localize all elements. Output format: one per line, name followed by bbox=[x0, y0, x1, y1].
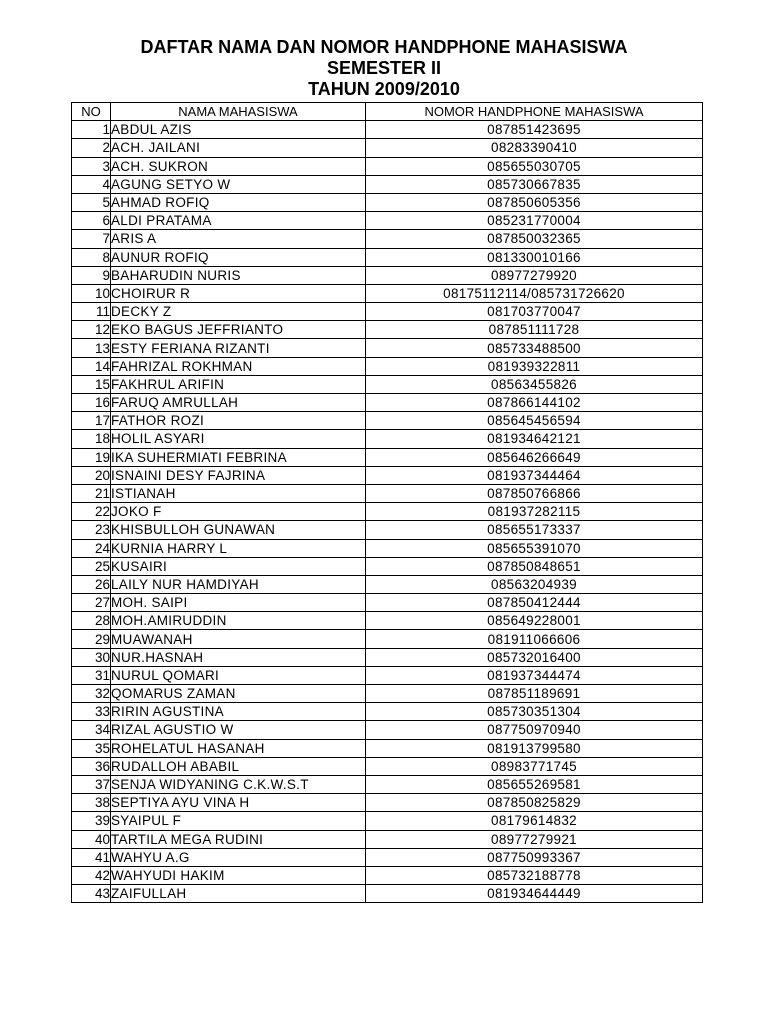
phone-number-cell: 081937344464 bbox=[366, 466, 703, 484]
phone-number-cell: 081937282115 bbox=[366, 503, 703, 521]
title-line-main: DAFTAR NAMA DAN NOMOR HANDPHONE MAHASISWA bbox=[140, 37, 628, 57]
table-row bbox=[72, 375, 703, 393]
row-number-cell: 13 bbox=[72, 339, 111, 357]
header-student-name: NAMA MAHASISWA bbox=[111, 103, 366, 121]
phone-number-cell: 08983771745 bbox=[366, 757, 703, 775]
table-row bbox=[72, 557, 703, 575]
phone-number-cell: 08175112114/085731726620 bbox=[366, 284, 703, 302]
table-row bbox=[72, 430, 703, 448]
phone-number-cell: 085730667835 bbox=[366, 175, 703, 193]
student-name-cell: QOMARUS ZAMAN bbox=[111, 685, 366, 703]
phone-number-cell: 085732188778 bbox=[366, 866, 703, 884]
phone-number-cell: 081911066606 bbox=[366, 630, 703, 648]
row-number-cell: 37 bbox=[72, 775, 111, 793]
row-number-cell: 12 bbox=[72, 321, 111, 339]
row-number-cell: 43 bbox=[72, 885, 111, 903]
row-number-cell: 4 bbox=[72, 175, 111, 193]
student-name-cell: KURNIA HARRY L bbox=[111, 539, 366, 557]
phone-number-cell: 087850032365 bbox=[366, 230, 703, 248]
table-row bbox=[72, 703, 703, 721]
row-number-cell: 1 bbox=[72, 121, 111, 139]
row-number-cell: 18 bbox=[72, 430, 111, 448]
student-name-cell: ABDUL AZIS bbox=[111, 121, 366, 139]
row-number-cell: 5 bbox=[72, 193, 111, 211]
student-name-cell: EKO BAGUS JEFFRIANTO bbox=[111, 321, 366, 339]
row-number-cell: 36 bbox=[72, 757, 111, 775]
phone-number-cell: 085655391070 bbox=[366, 539, 703, 557]
table-row bbox=[72, 757, 703, 775]
table-row bbox=[72, 739, 703, 757]
row-number-cell: 34 bbox=[72, 721, 111, 739]
student-name-cell: MOH.AMIRUDDIN bbox=[111, 612, 366, 630]
row-number-cell: 41 bbox=[72, 848, 111, 866]
row-number-cell: 26 bbox=[72, 575, 111, 593]
phone-number-cell: 085655269581 bbox=[366, 775, 703, 793]
table-row bbox=[72, 339, 703, 357]
phone-number-cell: 087850412444 bbox=[366, 594, 703, 612]
student-name-cell: NUR.HASNAH bbox=[111, 648, 366, 666]
table-row bbox=[72, 466, 703, 484]
student-name-cell: RIZAL AGUSTIO W bbox=[111, 721, 366, 739]
table-row bbox=[72, 848, 703, 866]
student-name-cell: SYAIPUL F bbox=[111, 812, 366, 830]
student-name-cell: FAKHRUL ARIFIN bbox=[111, 375, 366, 393]
student-name-cell: AUNUR ROFIQ bbox=[111, 248, 366, 266]
student-name-cell: IKA SUHERMIATI FEBRINA bbox=[111, 448, 366, 466]
student-name-cell: ACH. JAILANI bbox=[111, 139, 366, 157]
phone-number-cell: 087851423695 bbox=[366, 121, 703, 139]
row-number-cell: 7 bbox=[72, 230, 111, 248]
row-number-cell: 6 bbox=[72, 212, 111, 230]
student-name-cell: DECKY Z bbox=[111, 303, 366, 321]
table-row bbox=[72, 885, 703, 903]
phone-number-cell: 081934644449 bbox=[366, 885, 703, 903]
row-number-cell: 33 bbox=[72, 703, 111, 721]
row-number-cell: 16 bbox=[72, 394, 111, 412]
row-number-cell: 23 bbox=[72, 521, 111, 539]
student-name-cell: AHMAD ROFIQ bbox=[111, 193, 366, 211]
table-row bbox=[72, 484, 703, 502]
phone-number-cell: 081330010166 bbox=[366, 248, 703, 266]
student-name-cell: FATHOR ROZI bbox=[111, 412, 366, 430]
phone-number-cell: 08283390410 bbox=[366, 139, 703, 157]
row-number-cell: 40 bbox=[72, 830, 111, 848]
row-number-cell: 19 bbox=[72, 448, 111, 466]
student-name-cell: WAHYU A.G bbox=[111, 848, 366, 866]
phone-number-cell: 08977279920 bbox=[366, 266, 703, 284]
phone-number-cell: 085730351304 bbox=[366, 703, 703, 721]
phone-number-cell: 087750970940 bbox=[366, 721, 703, 739]
row-number-cell: 38 bbox=[72, 794, 111, 812]
phone-number-cell: 085733488500 bbox=[366, 339, 703, 357]
table-row bbox=[72, 594, 703, 612]
row-number-cell: 28 bbox=[72, 612, 111, 630]
student-name-cell: SENJA WIDYANING C.K.W.S.T bbox=[111, 775, 366, 793]
table-row bbox=[72, 666, 703, 684]
table-row bbox=[72, 266, 703, 284]
student-name-cell: CHOIRUR R bbox=[111, 284, 366, 302]
table-row bbox=[72, 321, 703, 339]
student-name-cell: ARIS A bbox=[111, 230, 366, 248]
table-body bbox=[72, 121, 703, 903]
table-row bbox=[72, 193, 703, 211]
header-phone-number: NOMOR HANDPHONE MAHASISWA bbox=[366, 103, 703, 121]
table-row bbox=[72, 685, 703, 703]
table-row bbox=[72, 284, 703, 302]
table-row bbox=[72, 357, 703, 375]
header-no: NO bbox=[72, 103, 111, 121]
phone-number-cell: 087851189691 bbox=[366, 685, 703, 703]
table-row bbox=[72, 630, 703, 648]
row-number-cell: 39 bbox=[72, 812, 111, 830]
student-name-cell: TARTILA MEGA RUDINI bbox=[111, 830, 366, 848]
table-row bbox=[72, 721, 703, 739]
phone-number-cell: 087866144102 bbox=[366, 394, 703, 412]
phone-number-cell: 085732016400 bbox=[366, 648, 703, 666]
phone-number-cell: 087850825829 bbox=[366, 794, 703, 812]
table-row bbox=[72, 775, 703, 793]
student-name-cell: MOH. SAIPI bbox=[111, 594, 366, 612]
phone-number-cell: 085649228001 bbox=[366, 612, 703, 630]
phone-number-cell: 081934642121 bbox=[366, 430, 703, 448]
student-name-cell: RIRIN AGUSTINA bbox=[111, 703, 366, 721]
student-name-cell: ISTIANAH bbox=[111, 484, 366, 502]
student-name-cell: ZAIFULLAH bbox=[111, 885, 366, 903]
phone-number-cell: 08179614832 bbox=[366, 812, 703, 830]
table-row bbox=[72, 230, 703, 248]
student-name-cell: ACH. SUKRON bbox=[111, 157, 366, 175]
row-number-cell: 30 bbox=[72, 648, 111, 666]
student-name-cell: FARUQ AMRULLAH bbox=[111, 394, 366, 412]
student-name-cell: AGUNG SETYO W bbox=[111, 175, 366, 193]
phone-number-cell: 085655030705 bbox=[366, 157, 703, 175]
title-line-semester: SEMESTER II bbox=[326, 58, 442, 78]
row-number-cell: 10 bbox=[72, 284, 111, 302]
student-phone-table bbox=[71, 102, 703, 903]
row-number-cell: 24 bbox=[72, 539, 111, 557]
table-row bbox=[72, 212, 703, 230]
table-row bbox=[72, 503, 703, 521]
student-name-cell: ESTY FERIANA RIZANTI bbox=[111, 339, 366, 357]
student-name-cell: BAHARUDIN NURIS bbox=[111, 266, 366, 284]
row-number-cell: 42 bbox=[72, 866, 111, 884]
row-number-cell: 2 bbox=[72, 139, 111, 157]
row-number-cell: 25 bbox=[72, 557, 111, 575]
row-number-cell: 9 bbox=[72, 266, 111, 284]
student-name-cell: WAHYUDI HAKIM bbox=[111, 866, 366, 884]
row-number-cell: 31 bbox=[72, 666, 111, 684]
row-number-cell: 3 bbox=[72, 157, 111, 175]
row-number-cell: 14 bbox=[72, 357, 111, 375]
table-row bbox=[72, 812, 703, 830]
row-number-cell: 35 bbox=[72, 739, 111, 757]
table-row bbox=[72, 539, 703, 557]
student-name-cell: KHISBULLOH GUNAWAN bbox=[111, 521, 366, 539]
phone-number-cell: 081913799580 bbox=[366, 739, 703, 757]
phone-number-cell: 085231770004 bbox=[366, 212, 703, 230]
row-number-cell: 8 bbox=[72, 248, 111, 266]
student-name-cell: KUSAIRI bbox=[111, 557, 366, 575]
table-row bbox=[72, 830, 703, 848]
table-row bbox=[72, 612, 703, 630]
row-number-cell: 20 bbox=[72, 466, 111, 484]
phone-number-cell: 081939322811 bbox=[366, 357, 703, 375]
student-name-cell: ISNAINI DESY FAJRINA bbox=[111, 466, 366, 484]
table-row bbox=[72, 175, 703, 193]
phone-number-cell: 08977279921 bbox=[366, 830, 703, 848]
table-row bbox=[72, 303, 703, 321]
student-name-cell: ALDI PRATAMA bbox=[111, 212, 366, 230]
table-row bbox=[72, 448, 703, 466]
row-number-cell: 32 bbox=[72, 685, 111, 703]
row-number-cell: 29 bbox=[72, 630, 111, 648]
phone-number-cell: 08563204939 bbox=[366, 575, 703, 593]
phone-number-cell: 087750993367 bbox=[366, 848, 703, 866]
student-name-cell: LAILY NUR HAMDIYAH bbox=[111, 575, 366, 593]
table-row bbox=[72, 394, 703, 412]
table-row bbox=[72, 575, 703, 593]
student-name-cell: ROHELATUL HASANAH bbox=[111, 739, 366, 757]
table-row bbox=[72, 121, 703, 139]
table-row bbox=[72, 648, 703, 666]
phone-number-cell: 085655173337 bbox=[366, 521, 703, 539]
student-name-cell: RUDALLOH ABABIL bbox=[111, 757, 366, 775]
table-row bbox=[72, 412, 703, 430]
phone-number-cell: 085646266649 bbox=[366, 448, 703, 466]
phone-number-cell: 081703770047 bbox=[366, 303, 703, 321]
student-name-cell: MUAWANAH bbox=[111, 630, 366, 648]
row-number-cell: 21 bbox=[72, 484, 111, 502]
student-name-cell: FAHRIZAL ROKHMAN bbox=[111, 357, 366, 375]
table-row bbox=[72, 157, 703, 175]
table-header-row bbox=[72, 103, 703, 121]
table-row bbox=[72, 866, 703, 884]
student-name-cell: JOKO F bbox=[111, 503, 366, 521]
table-row bbox=[72, 794, 703, 812]
row-number-cell: 17 bbox=[72, 412, 111, 430]
phone-number-cell: 087850848651 bbox=[366, 557, 703, 575]
phone-number-cell: 08563455826 bbox=[366, 375, 703, 393]
phone-number-cell: 081937344474 bbox=[366, 666, 703, 684]
document-title bbox=[0, 37, 768, 100]
table-row bbox=[72, 139, 703, 157]
phone-number-cell: 085645456594 bbox=[366, 412, 703, 430]
student-name-cell: HOLIL ASYARI bbox=[111, 430, 366, 448]
row-number-cell: 15 bbox=[72, 375, 111, 393]
student-name-cell: NURUL QOMARI bbox=[111, 666, 366, 684]
row-number-cell: 22 bbox=[72, 503, 111, 521]
phone-number-cell: 087851111728 bbox=[366, 321, 703, 339]
title-line-year: TAHUN 2009/2010 bbox=[308, 79, 460, 99]
table-row bbox=[72, 521, 703, 539]
phone-number-cell: 087850605356 bbox=[366, 193, 703, 211]
row-number-cell: 27 bbox=[72, 594, 111, 612]
student-name-cell: SEPTIYA AYU VINA H bbox=[111, 794, 366, 812]
row-number-cell: 11 bbox=[72, 303, 111, 321]
phone-number-cell: 087850766866 bbox=[366, 484, 703, 502]
table-row bbox=[72, 248, 703, 266]
